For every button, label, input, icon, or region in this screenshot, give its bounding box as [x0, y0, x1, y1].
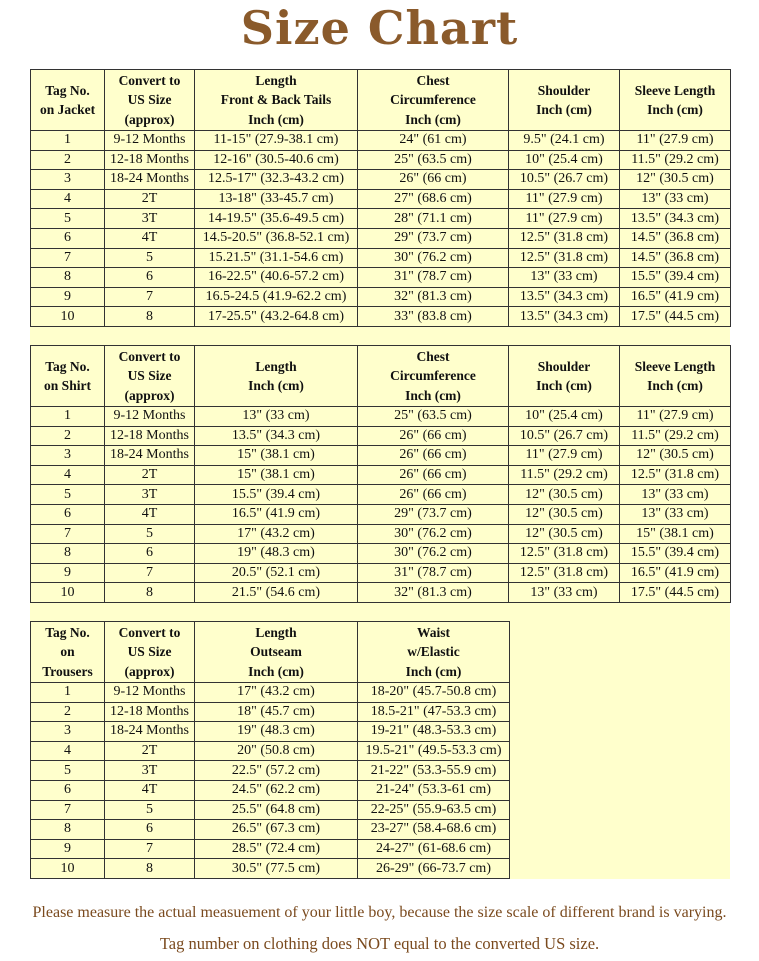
table-cell: 3	[31, 446, 105, 466]
column-header-line: Convert to	[118, 72, 181, 88]
table-row	[31, 170, 731, 190]
table-row	[31, 209, 731, 229]
table-cell: 13" (33 cm)	[620, 485, 731, 505]
column-header-line: Sleeve Length	[634, 358, 716, 374]
column-header	[31, 346, 105, 407]
table-row	[31, 839, 510, 859]
table-cell: 9	[31, 839, 105, 859]
table-cell: 13" (33 cm)	[620, 189, 731, 209]
table-row	[31, 150, 731, 170]
column-header	[195, 622, 358, 683]
table-row	[31, 426, 731, 446]
table-cell: 24-27" (61-68.6 cm)	[358, 839, 510, 859]
table-cell: 15" (38.1 cm)	[620, 524, 731, 544]
table-cell: 19-21" (48.3-53.3 cm)	[358, 722, 510, 742]
table-cell: 12" (30.5 cm)	[620, 446, 731, 466]
table-cell: 10.5" (26.7 cm)	[509, 426, 620, 446]
trousers-size-table	[30, 621, 510, 879]
column-header-line: Outseam	[250, 644, 302, 660]
table-cell: 15.5" (39.4 cm)	[195, 485, 358, 505]
measurement-note: Please measure the actual measuement of your little boy, because the size scale of different brand is varying.	[32, 904, 727, 921]
column-header-line: Inch (cm)	[405, 111, 461, 127]
table-cell: 18-20" (45.7-50.8 cm)	[358, 683, 510, 703]
table-row	[31, 189, 731, 209]
column-header-line: Tag No.	[45, 82, 90, 98]
column-header-line: (approx)	[124, 111, 175, 127]
table-cell: 16.5" (41.9 cm)	[195, 504, 358, 524]
table-cell: 11.5" (29.2 cm)	[620, 150, 731, 170]
table-cell: 25" (63.5 cm)	[358, 407, 509, 427]
table-cell: 11" (27.9 cm)	[509, 446, 620, 466]
table-cell: 16.5" (41.9 cm)	[620, 287, 731, 307]
table-cell: 13.5" (34.3 cm)	[620, 209, 731, 229]
table-row	[31, 800, 510, 820]
table-cell: 25.5" (64.8 cm)	[195, 800, 358, 820]
table-cell: 8	[105, 307, 195, 327]
table-cell: 5	[31, 209, 105, 229]
table-cell: 21.5" (54.6 cm)	[195, 583, 358, 603]
column-header-line: Waist	[416, 624, 450, 640]
column-header-line: w/Elastic	[407, 644, 460, 660]
table-row	[31, 248, 731, 268]
table-cell: 3T	[105, 485, 195, 505]
table-cell: 23-27" (58.4-68.6 cm)	[358, 820, 510, 840]
table-cell: 2	[31, 426, 105, 446]
table-cell: 13" (33 cm)	[620, 504, 731, 524]
table-cell: 2	[31, 150, 105, 170]
column-header	[509, 70, 620, 131]
table-cell: 20.5" (52.1 cm)	[195, 563, 358, 583]
table-row	[31, 741, 510, 761]
table-cell: 9-12 Months	[105, 683, 195, 703]
table-cell: 19.5-21" (49.5-53.3 cm)	[358, 741, 510, 761]
table-cell: 3	[31, 170, 105, 190]
column-header-line: Inch (cm)	[405, 663, 462, 679]
column-header	[509, 346, 620, 407]
table-cell: 8	[105, 859, 195, 879]
table-row	[31, 446, 731, 466]
table-cell: 7	[105, 563, 195, 583]
table-row	[31, 268, 731, 288]
table-row	[31, 722, 510, 742]
table-cell: 21-24" (53.3-61 cm)	[358, 780, 510, 800]
column-header-line: Length	[255, 624, 297, 640]
table-row	[31, 702, 510, 722]
table-cell: 16.5" (41.9 cm)	[620, 563, 731, 583]
column-header-line: (approx)	[124, 387, 175, 403]
column-header-line: Inch (cm)	[536, 378, 592, 393]
column-header	[105, 346, 195, 407]
column-header-line: Length	[255, 358, 297, 374]
table-cell: 30" (76.2 cm)	[358, 544, 509, 564]
table-cell: 5	[105, 800, 195, 820]
column-header-line: Convert to	[118, 348, 181, 364]
table-cell: 10.5" (26.7 cm)	[509, 170, 620, 190]
jacket-size-table	[30, 69, 731, 327]
table-cell: 26" (66 cm)	[358, 170, 509, 190]
table-cell: 28.5" (72.4 cm)	[195, 839, 358, 859]
table-cell: 18-24 Months	[105, 722, 195, 742]
table-cell: 3T	[105, 761, 195, 781]
column-header-line: Shoulder	[537, 358, 591, 374]
column-header-line: Tag No.	[45, 624, 90, 640]
column-header-line: Circumference	[390, 368, 476, 384]
column-header-line: US Size	[127, 368, 172, 384]
table-cell: 4T	[105, 780, 195, 800]
column-header	[105, 70, 195, 131]
tag-number-note: Tag number on clothing does NOT equal to the converted US size.	[159, 934, 600, 953]
column-header-line: Tag No.	[45, 358, 90, 374]
table-cell: 26.5" (67.3 cm)	[195, 820, 358, 840]
table-cell: 25" (63.5 cm)	[358, 150, 509, 170]
table-cell: 12-18 Months	[105, 426, 195, 446]
column-header	[195, 346, 358, 407]
table-row	[31, 307, 731, 327]
table-row	[31, 563, 731, 583]
table-cell: 12-16" (30.5-40.6 cm)	[195, 150, 358, 170]
table-cell: 30" (76.2 cm)	[358, 248, 509, 268]
table-row	[31, 761, 510, 781]
table-cell: 27" (68.6 cm)	[358, 189, 509, 209]
table-cell: 5	[105, 524, 195, 544]
page-title: Size Chart	[240, 1, 519, 55]
table-cell: 4	[31, 189, 105, 209]
table-cell: 8	[105, 583, 195, 603]
table-row	[31, 465, 731, 485]
table-cell: 17.5" (44.5 cm)	[620, 583, 731, 603]
table-cell: 8	[31, 268, 105, 288]
column-header	[620, 70, 731, 131]
table-cell: 29" (73.7 cm)	[358, 504, 509, 524]
table-cell: 10	[31, 307, 105, 327]
table-row	[31, 583, 731, 603]
table-cell: 12-18 Months	[105, 150, 195, 170]
table-cell: 7	[105, 839, 195, 859]
table-cell: 2T	[105, 189, 195, 209]
table-cell: 8	[31, 544, 105, 564]
table-cell: 13.5" (34.3 cm)	[509, 307, 620, 327]
table-cell: 13" (33 cm)	[509, 583, 620, 603]
table-cell: 7	[105, 287, 195, 307]
table-cell: 22-25" (55.9-63.5 cm)	[358, 800, 510, 820]
table-cell: 13.5" (34.3 cm)	[509, 287, 620, 307]
column-header-line: Trousers	[42, 663, 93, 679]
table-cell: 1	[31, 131, 105, 151]
column-header	[105, 622, 195, 683]
table-cell: 13.5" (34.3 cm)	[195, 426, 358, 446]
table-cell: 26" (66 cm)	[358, 485, 509, 505]
table-cell: 6	[31, 780, 105, 800]
table-cell: 26-29" (66-73.7 cm)	[358, 859, 510, 879]
table-cell: 12.5" (31.8 cm)	[509, 228, 620, 248]
table-cell: 15.5" (39.4 cm)	[620, 268, 731, 288]
table-cell: 7	[31, 248, 105, 268]
table-cell: 19" (48.3 cm)	[195, 722, 358, 742]
table-cell: 9	[31, 563, 105, 583]
table-cell: 7	[31, 524, 105, 544]
table-cell: 26" (66 cm)	[358, 446, 509, 466]
table-cell: 10	[31, 859, 105, 879]
table-cell: 32" (81.3 cm)	[358, 583, 509, 603]
table-row	[31, 524, 731, 544]
table-cell: 4	[31, 741, 105, 761]
table-row	[31, 820, 510, 840]
table-cell: 14.5" (36.8 cm)	[620, 228, 731, 248]
table-cell: 24" (61 cm)	[358, 131, 509, 151]
table-cell: 1	[31, 683, 105, 703]
column-header-line: US Size	[127, 92, 172, 108]
table-cell: 32" (81.3 cm)	[358, 287, 509, 307]
table-cell: 33" (83.8 cm)	[358, 307, 509, 327]
table-cell: 17" (43.2 cm)	[195, 524, 358, 544]
table-row	[31, 780, 510, 800]
column-header-line: on Shirt	[44, 378, 91, 393]
table-cell: 31" (78.7 cm)	[358, 563, 509, 583]
table-cell: 2T	[105, 741, 195, 761]
table-cell: 16.5-24.5 (41.9-62.2 cm)	[195, 287, 358, 307]
column-header	[195, 70, 358, 131]
table-cell: 12" (30.5 cm)	[509, 485, 620, 505]
table-cell: 10	[31, 583, 105, 603]
column-header	[31, 622, 105, 683]
table-cell: 15.21.5" (31.1-54.6 cm)	[195, 248, 358, 268]
table-row	[31, 407, 731, 427]
table-cell: 11" (27.9 cm)	[620, 407, 731, 427]
table-cell: 18-24 Months	[105, 446, 195, 466]
column-header-line: Chest	[416, 348, 450, 364]
column-header-line: Inch (cm)	[405, 387, 461, 403]
table-cell: 12.5-17" (32.3-43.2 cm)	[195, 170, 358, 190]
table-cell: 31" (78.7 cm)	[358, 268, 509, 288]
table-cell: 26" (66 cm)	[358, 426, 509, 446]
table-row	[31, 287, 731, 307]
table-cell: 15" (38.1 cm)	[195, 446, 358, 466]
table-cell: 4T	[105, 228, 195, 248]
table-cell: 9-12 Months	[105, 407, 195, 427]
table-cell: 14-19.5" (35.6-49.5 cm)	[195, 209, 358, 229]
table-cell: 12.5" (31.8 cm)	[620, 465, 731, 485]
column-header-line: Sleeve Length	[634, 82, 716, 98]
table-cell: 13-18" (33-45.7 cm)	[195, 189, 358, 209]
table-cell: 13" (33 cm)	[509, 268, 620, 288]
table-cell: 3T	[105, 209, 195, 229]
table-cell: 6	[31, 504, 105, 524]
table-cell: 6	[105, 820, 195, 840]
table-cell: 10" (25.4 cm)	[509, 407, 620, 427]
table-cell: 4T	[105, 504, 195, 524]
table-cell: 22.5" (57.2 cm)	[195, 761, 358, 781]
table-cell: 14.5" (36.8 cm)	[620, 248, 731, 268]
column-header-line: Inch (cm)	[536, 102, 592, 117]
table-cell: 1	[31, 407, 105, 427]
table-row	[31, 485, 731, 505]
table-cell: 17" (43.2 cm)	[195, 683, 358, 703]
table-cell: 11.5" (29.2 cm)	[509, 465, 620, 485]
table-cell: 30" (76.2 cm)	[358, 524, 509, 544]
table-row	[31, 228, 731, 248]
column-header	[358, 346, 509, 407]
table-cell: 12.5" (31.8 cm)	[509, 544, 620, 564]
table-cell: 21-22" (53.3-55.9 cm)	[358, 761, 510, 781]
table-cell: 2T	[105, 465, 195, 485]
column-header-line: Shoulder	[537, 82, 591, 98]
table-cell: 6	[105, 544, 195, 564]
table-cell: 2	[31, 702, 105, 722]
column-header-line: Inch (cm)	[647, 102, 703, 117]
table-cell: 5	[105, 248, 195, 268]
table-cell: 29" (73.7 cm)	[358, 228, 509, 248]
table-cell: 18-24 Months	[105, 170, 195, 190]
table-row	[31, 544, 731, 564]
table-row	[31, 131, 731, 151]
table-cell: 11-15" (27.9-38.1 cm)	[195, 131, 358, 151]
table-cell: 19" (48.3 cm)	[195, 544, 358, 564]
table-cell: 17-25.5" (43.2-64.8 cm)	[195, 307, 358, 327]
table-cell: 20" (50.8 cm)	[195, 741, 358, 761]
column-header-line: Convert to	[118, 624, 181, 640]
table-row	[31, 504, 731, 524]
table-cell: 30.5" (77.5 cm)	[195, 859, 358, 879]
table-cell: 11.5" (29.2 cm)	[620, 426, 731, 446]
column-header-line: Inch (cm)	[248, 378, 304, 393]
table-cell: 24.5" (62.2 cm)	[195, 780, 358, 800]
table-cell: 6	[105, 268, 195, 288]
table-cell: 16-22.5" (40.6-57.2 cm)	[195, 268, 358, 288]
table-cell: 13" (33 cm)	[195, 407, 358, 427]
table-cell: 12" (30.5 cm)	[509, 524, 620, 544]
table-cell: 11" (27.9 cm)	[620, 131, 731, 151]
table-cell: 11" (27.9 cm)	[509, 189, 620, 209]
table-row	[31, 859, 510, 879]
table-cell: 28" (71.1 cm)	[358, 209, 509, 229]
table-cell: 15" (38.1 cm)	[195, 465, 358, 485]
table-cell: 8	[31, 820, 105, 840]
column-header	[358, 622, 510, 683]
table-cell: 9	[31, 287, 105, 307]
table-cell: 18" (45.7 cm)	[195, 702, 358, 722]
column-header-line: Chest	[416, 72, 450, 88]
table-cell: 26" (66 cm)	[358, 465, 509, 485]
column-header	[358, 70, 509, 131]
column-header-line: on	[60, 644, 75, 660]
table-cell: 10" (25.4 cm)	[509, 150, 620, 170]
table-cell: 12-18 Months	[105, 702, 195, 722]
table-cell: 12.5" (31.8 cm)	[509, 563, 620, 583]
table-cell: 5	[31, 485, 105, 505]
table-cell: 9.5" (24.1 cm)	[509, 131, 620, 151]
table-cell: 3	[31, 722, 105, 742]
table-cell: 15.5" (39.4 cm)	[620, 544, 731, 564]
column-header	[620, 346, 731, 407]
column-header-line: Inch (cm)	[248, 663, 304, 679]
column-header-line: Inch (cm)	[647, 378, 703, 393]
table-cell: 12" (30.5 cm)	[509, 504, 620, 524]
column-header-line: Circumference	[390, 92, 476, 108]
table-cell: 14.5-20.5" (36.8-52.1 cm)	[195, 228, 358, 248]
column-header-line: Front & Back Tails	[220, 92, 332, 108]
table-row	[31, 683, 510, 703]
column-header-line: Inch (cm)	[248, 111, 304, 127]
table-cell: 9-12 Months	[105, 131, 195, 151]
table-cell: 4	[31, 465, 105, 485]
table-cell: 18.5-21" (47-53.3 cm)	[358, 702, 510, 722]
table-cell: 12" (30.5 cm)	[620, 170, 731, 190]
table-cell: 11" (27.9 cm)	[509, 209, 620, 229]
column-header-line: (approx)	[124, 663, 175, 679]
table-cell: 6	[31, 228, 105, 248]
table-cell: 12.5" (31.8 cm)	[509, 248, 620, 268]
table-cell: 17.5" (44.5 cm)	[620, 307, 731, 327]
table-cell: 5	[31, 761, 105, 781]
column-header-line: on Jacket	[39, 102, 96, 117]
table-cell: 7	[31, 800, 105, 820]
column-header-line: Length	[255, 72, 297, 88]
column-header-line: US Size	[127, 644, 172, 660]
shirt-size-table	[30, 345, 731, 603]
column-header	[31, 70, 105, 131]
